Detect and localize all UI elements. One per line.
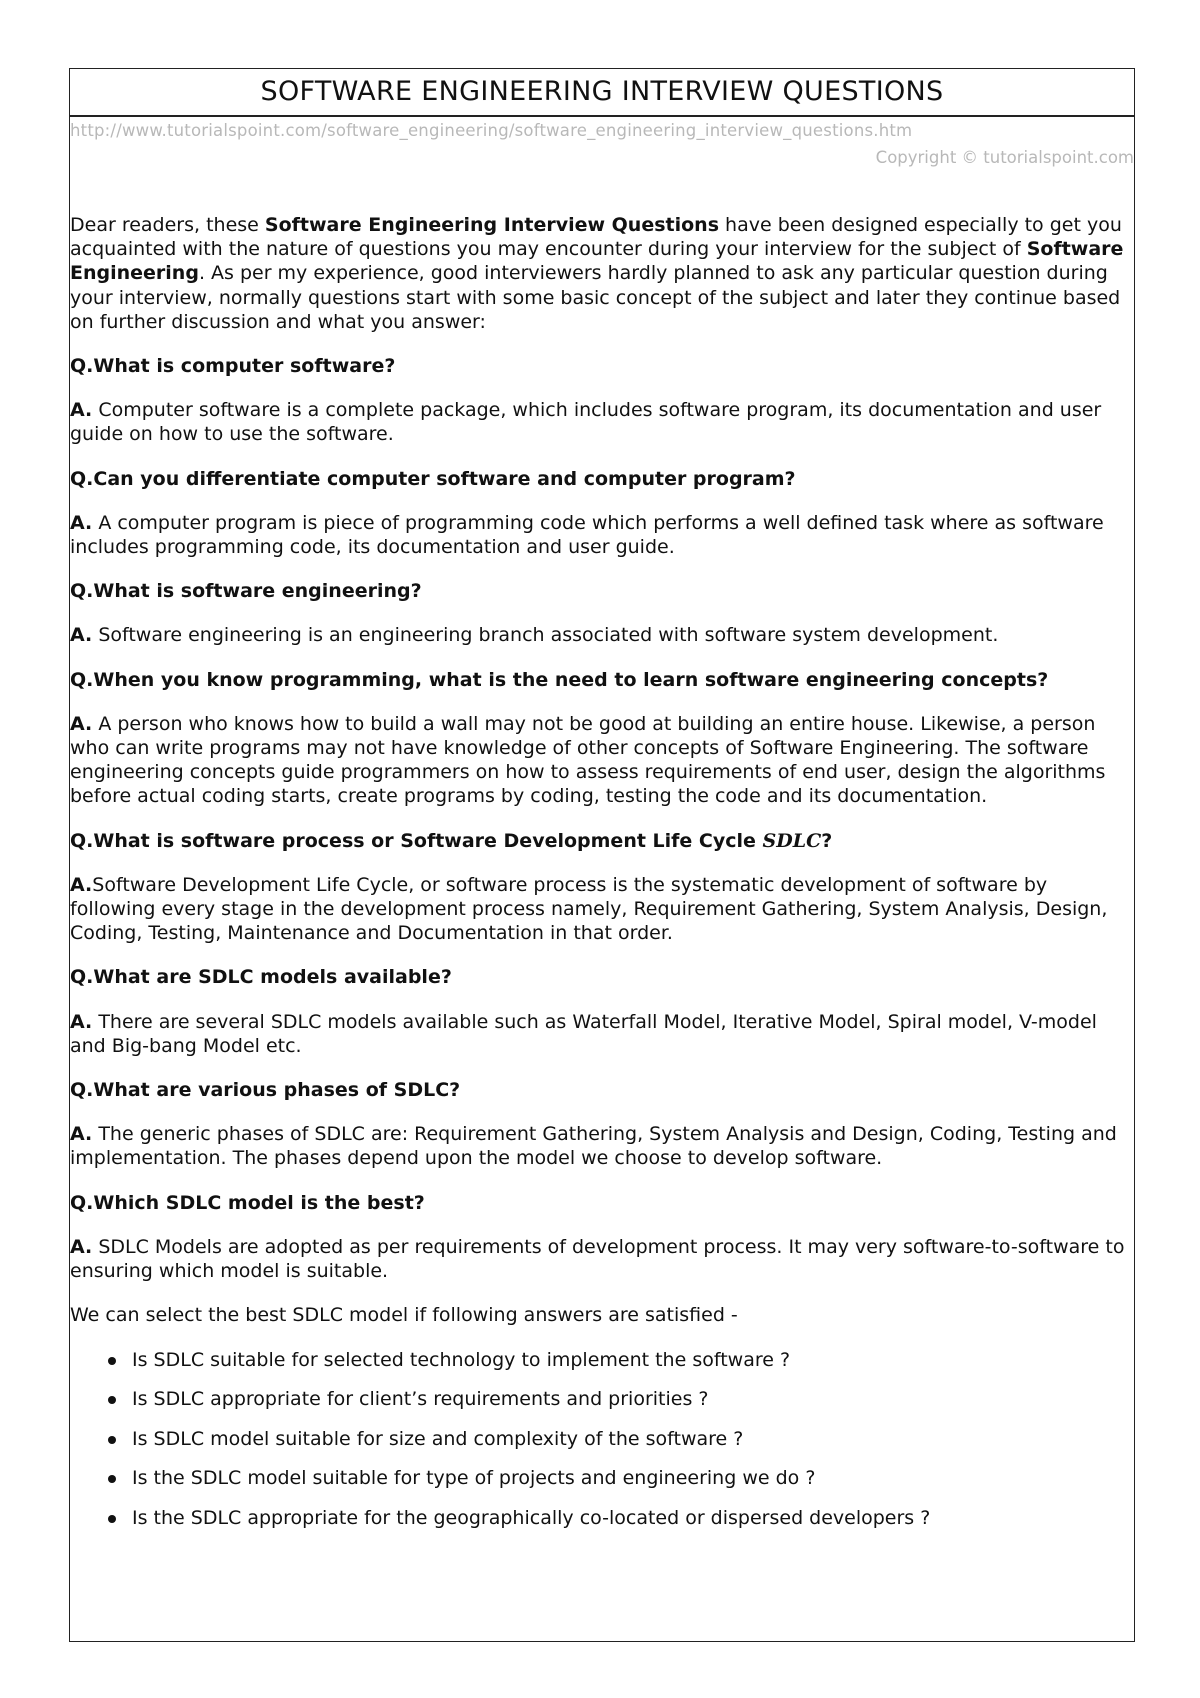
intro-bold-2: Software Engineering <box>70 238 1124 285</box>
answer <box>70 712 1132 809</box>
document-frame <box>69 68 1135 1642</box>
list-item <box>70 1506 1132 1546</box>
answer-prefix: A. <box>70 511 93 534</box>
question-end: ? <box>821 829 833 852</box>
list-item-text: Is the SDLC model suitable for type of projects and engineering we do ? <box>132 1467 816 1489</box>
answer-prefix: A. <box>70 1235 93 1258</box>
answer-text: Computer software is a complete package, which includes software program, its documentation and user guide on how to use the software. <box>70 399 1102 446</box>
intro-bold-1: Software Engineering Interview Questions <box>264 214 720 236</box>
answer <box>70 398 1132 446</box>
answer-text: A computer program is piece of programming code which performs a well defined task where as software includes programming code, its documentation and user guide. <box>70 511 1104 559</box>
intro-text-1: Dear readers, these <box>70 214 265 236</box>
answer <box>70 1010 1132 1058</box>
copyright-notice: Copyright © tutorialspoint.com <box>875 148 1134 167</box>
answer-prefix: A. <box>70 624 93 647</box>
question: Q.Can you differentiate computer software and computer program? <box>70 467 796 490</box>
closing-paragraph: We can select the best SDLC model if following answers are satisfied - <box>70 1304 738 1327</box>
bullet-icon <box>108 1396 116 1404</box>
list-item-text: Is SDLC suitable for selected technology to implement the software ? <box>132 1348 791 1371</box>
document-title: SOFTWARE ENGINEERING INTERVIEW QUESTIONS <box>70 69 1134 117</box>
answer-prefix: A. <box>70 1123 93 1146</box>
answer <box>70 1235 1132 1283</box>
source-url[interactable]: http://www.tutorialspoint.com/software_engineering/software_engineering_interview_questions.htm <box>70 121 913 140</box>
list-item-text: Is SDLC model suitable for size and complexity of the software ? <box>132 1427 744 1450</box>
answer-prefix: A. <box>70 873 93 896</box>
bullet-icon <box>108 1515 116 1523</box>
answer-text: The generic phases of SDLC are: Requirement Gathering, System Analysis and Design, Coding, Testing and implementation. The phases depend upon the model we choose to develop software. <box>70 1123 1117 1170</box>
bullet-icon <box>108 1436 116 1444</box>
answer <box>70 1122 1132 1170</box>
list-item <box>70 1427 1132 1467</box>
intro-text-3: . As per my experience, good interviewers hardly planned to ask any particular question during your interview, normally questions start with some basic concept of the subject and later they continue based on further discussion and what you answer: <box>70 262 1121 333</box>
intro-paragraph <box>70 213 1132 334</box>
question-sdlc-term: SDLC <box>762 829 822 852</box>
intro-text-2: have been designed especially to get you acquainted with the nature of questions you may encounter during your interview for the subject of <box>70 214 1122 261</box>
answer-prefix: A. <box>70 712 93 735</box>
answer-prefix: A. <box>70 399 93 422</box>
answer-text: There are several SDLC models available such as Waterfall Model, Iterative Model, Spiral model, V-model and Big-bang Model etc. <box>70 1010 1097 1057</box>
answer-text: SDLC Models are adopted as per requirements of development process. It may very software-to-software to ensuring which model is suitable. <box>70 1235 1125 1283</box>
list-item-text: Is the SDLC appropriate for the geographically co-located or dispersed developers ? <box>132 1506 931 1529</box>
question <box>70 829 1132 853</box>
criteria-list <box>70 1348 1132 1546</box>
answer-text: Software Development Life Cycle, or software process is the systematic development of software by following every stage in the development process namely, Requirement Gathering, System Analysis, Design, Coding, Testing, Maintenance and Documentation in that order. <box>70 873 1108 945</box>
question-text: Q.What is software process or Software Development Life Cycle <box>70 829 763 852</box>
document-body <box>70 213 1132 1545</box>
answer-text: Software engineering is an engineering branch associated with software system development. <box>92 624 999 647</box>
answer <box>70 873 1132 946</box>
answer <box>70 623 1132 647</box>
question: Q.When you know programming, what is the need to learn software engineering concepts? <box>70 668 1049 691</box>
question: Q.What are SDLC models available? <box>70 966 452 989</box>
list-item-text: Is SDLC appropriate for client’s requirements and priorities ? <box>132 1388 709 1410</box>
answer-text: A person who knows how to build a wall may not be good at building an entire house. Likewise, a person who can write programs may not have knowledge of other concepts of Software Engineering. The software engineering concepts guide programmers on how to assess requirements of end user, design the algorithms before actual coding starts, create programs by coding, testing the code and its documentation. <box>70 712 1106 808</box>
bullet-icon <box>108 1475 116 1483</box>
list-item <box>70 1387 1132 1427</box>
bullet-icon <box>108 1357 116 1365</box>
answer <box>70 511 1132 559</box>
list-item <box>70 1466 1132 1506</box>
list-item <box>70 1348 1132 1388</box>
question: Q.What is computer software? <box>70 355 396 378</box>
question: Q.What is software engineering? <box>70 580 422 603</box>
answer-prefix: A. <box>70 1010 93 1033</box>
question: Q.What are various phases of SDLC? <box>70 1079 461 1102</box>
question: Q.Which SDLC model is the best? <box>70 1191 425 1214</box>
